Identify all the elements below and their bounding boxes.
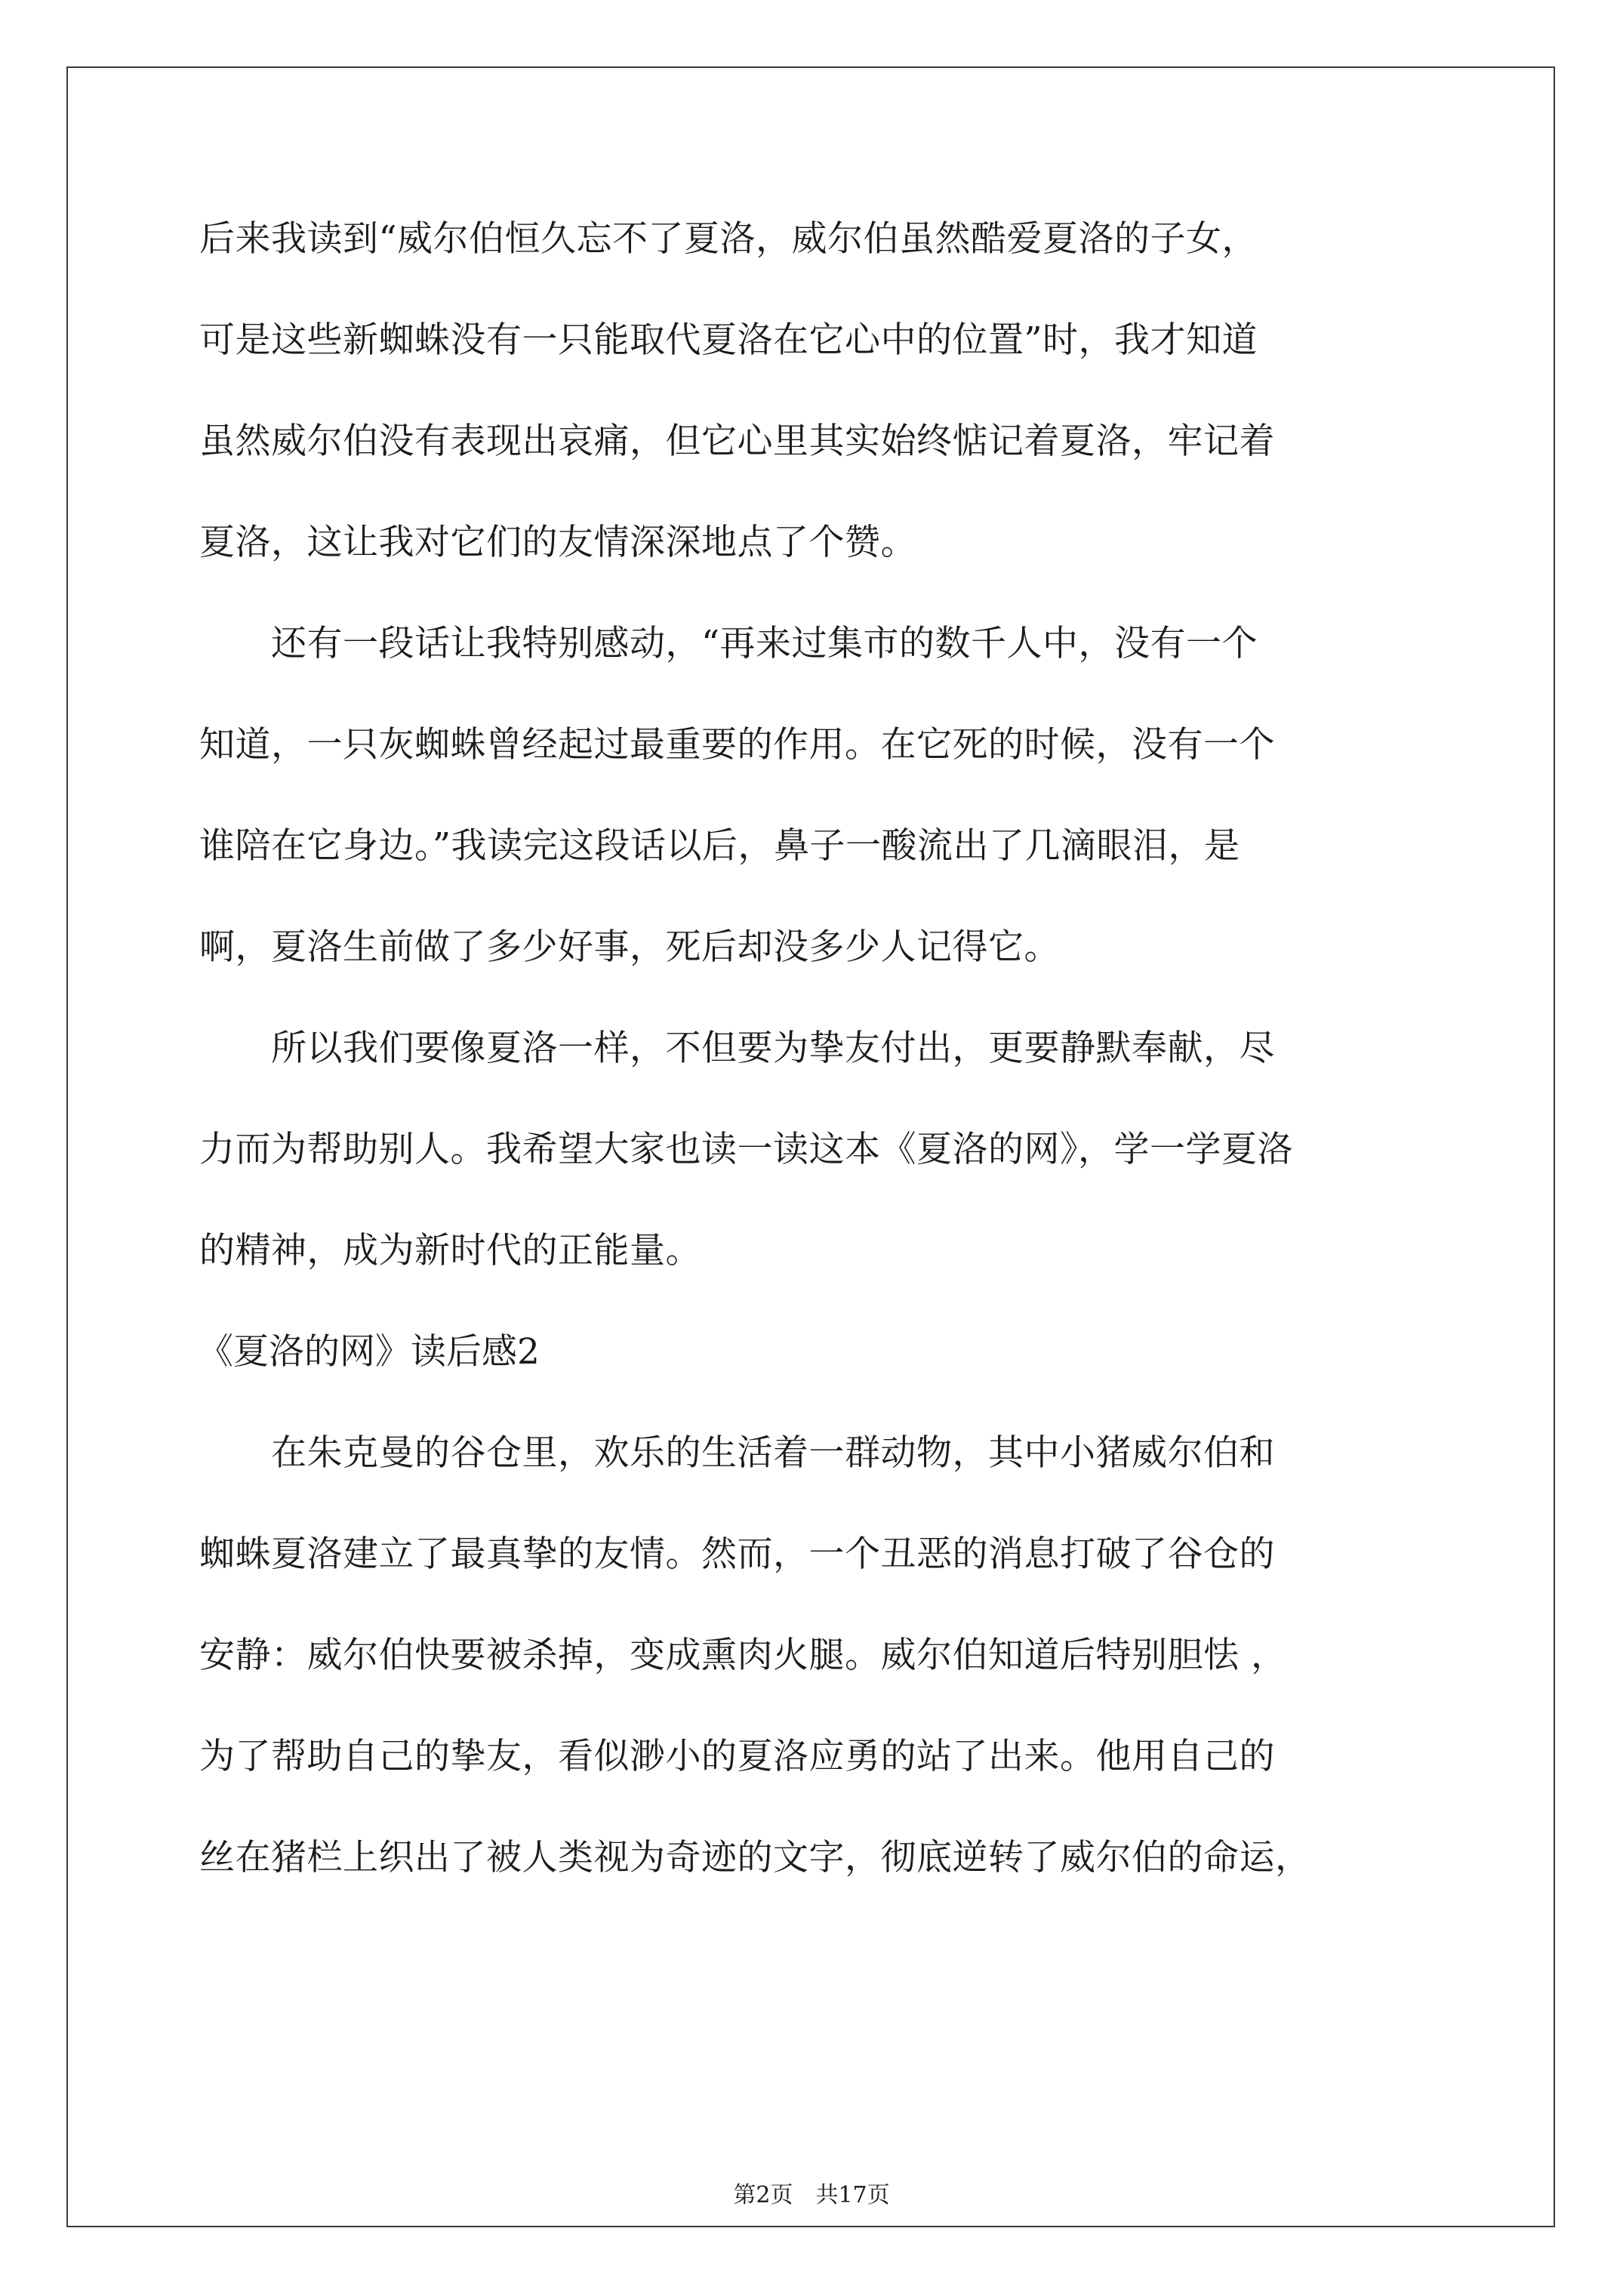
text-line: 所以我们要像夏洛一样，不但要为挚友付出，更要静默奉献，尽	[199, 1028, 1275, 1069]
text-line: 可是这些新蜘蛛没有一只能取代夏洛在它心中的位置”时，我才知道	[199, 319, 1258, 361]
text-line: 啊，夏洛生前做了多少好事，死后却没多少人记得它。	[199, 926, 1060, 968]
text-line: 夏洛，这让我对它们的友情深深地点了个赞。	[199, 522, 916, 563]
text-line: 知道，一只灰蜘蛛曾经起过最重要的作用。在它死的时候，没有一个	[199, 724, 1275, 766]
text-line: 谁陪在它身边。”我读完这段话以后，鼻子一酸流出了几滴眼泪，是	[199, 825, 1240, 867]
text-line: 虽然威尔伯没有表现出哀痛，但它心里其实始终惦记着夏洛，牢记着	[199, 421, 1275, 462]
section-heading: 《夏洛的网》读后感2	[198, 1331, 540, 1373]
text-line: 丝在猪栏上织出了被人类视为奇迹的文字，彻底逆转了威尔伯的命运，	[199, 1837, 1311, 1878]
text-line: 为了帮助自己的挚友，看似渺小的夏洛应勇的站了出来。他用自己的	[199, 1736, 1275, 1777]
text-line: 力而为帮助别人。我希望大家也读一读这本《夏洛的网》，学一学夏洛	[199, 1129, 1293, 1170]
page-number-footer: 第2页 共17页	[733, 2182, 890, 2208]
text-line: 的精神，成为新时代的正能量。	[199, 1230, 701, 1271]
text-line: 蜘蛛夏洛建立了最真挚的友情。然而，一个丑恶的消息打破了谷仓的	[199, 1533, 1275, 1575]
document-body	[199, 189, 1422, 1909]
text-line: 安静：威尔伯快要被杀掉，变成熏肉火腿。威尔伯知道后特别胆怯 ，	[199, 1635, 1287, 1676]
text-line: 后来我读到“威尔伯恒久忘不了夏洛，威尔伯虽然酷爱夏洛的子女，	[199, 218, 1258, 260]
text-line: 还有一段话让我特别感动，“再来过集市的数千人中，没有一个	[199, 623, 1258, 664]
text-line: 在朱克曼的谷仓里，欢乐的生活着一群动物，其中小猪威尔伯和	[199, 1432, 1275, 1474]
